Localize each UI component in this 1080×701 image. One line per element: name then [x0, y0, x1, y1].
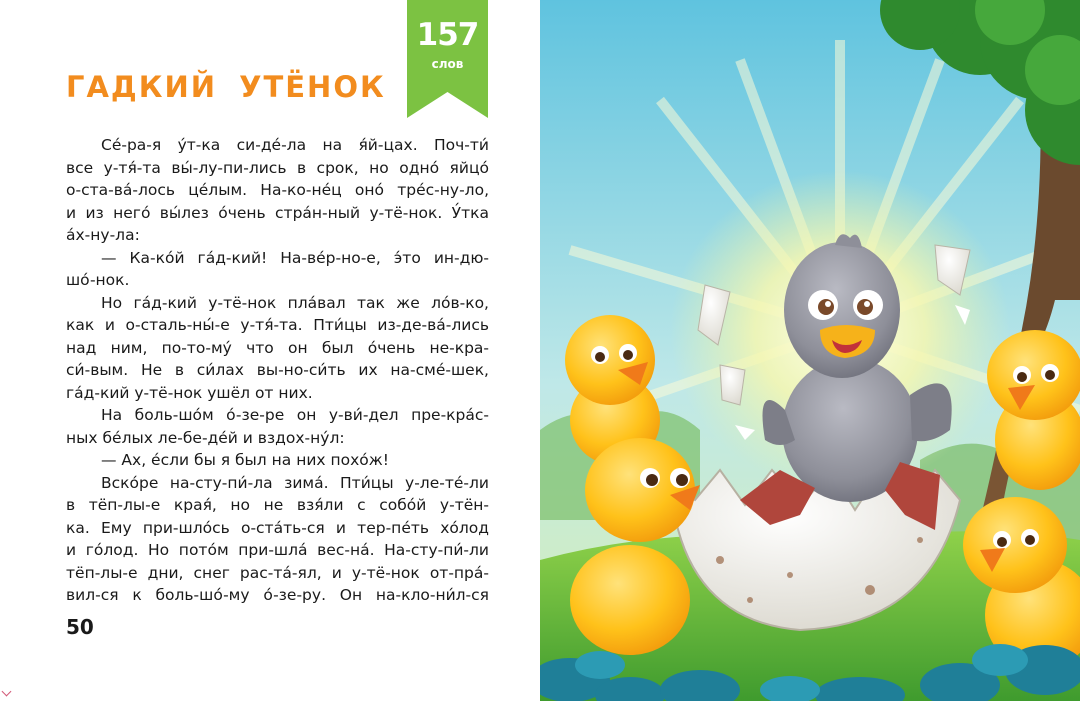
story-text — [66, 134, 489, 607]
illustration — [540, 0, 1080, 701]
story-line: Вскóре на-сту-пи́-ла зимá. Пти́цы у-ле-тé-ли — [101, 473, 489, 492]
story-line: в тёп-лы-е края́, но не взя́ли с собóй у-тён- — [66, 496, 489, 514]
story-line: си́-вым. Не в си́лах вы-но-си́ть их на-смé-шек, — [66, 361, 489, 379]
story-line: — Ка-кóй гáд-кий! На-вéр-но-е, э́то ин-дю- — [101, 248, 489, 267]
page-number: 50 — [66, 615, 94, 639]
word-count-ribbon — [407, 0, 488, 118]
story-line: ных бéлых ле-бе-дéй и вздох-нýл: — [66, 428, 345, 447]
story-title: ГАДКИЙ УТЁНОК — [66, 70, 386, 104]
story-line: шó-нок. — [66, 271, 130, 289]
story-line: о-ста-вá-лось цéлым. На-ко-нéц онó трéс-ну-ло, — [66, 181, 489, 199]
story-line: тёп-лы-е дни, снег рас-тá-ял, и у-тё-нок от-прá- — [66, 563, 489, 582]
word-count-unit: слов — [431, 57, 464, 71]
story-line: — Ах, éсли бы я был на них похóж! — [101, 451, 389, 469]
story-line: гáд-кий у-тё-нок ушёл от них. — [66, 383, 313, 402]
story-line: вил-ся к боль-шó-му ó-зе-ру. Он на-кло-ни́л-ся — [66, 586, 489, 604]
illustration-scene — [540, 0, 1080, 701]
story-line: áх-ну-ла: — [66, 226, 140, 244]
story-line: На боль-шóм ó-зе-ре он у-ви́-дел пре-крáс- — [101, 406, 489, 424]
story-line: и гóлод. Но потóм при-шлá вес-нá. На-сту-пи́-ли — [66, 541, 489, 559]
word-count: 157 — [416, 17, 479, 53]
story-line: над ним, по-то-мý что он был óчень не-кра- — [66, 338, 489, 357]
story-line: как и о-сталь-ны́-е у-тя́-та. Пти́цы из-де-вá-лись — [66, 316, 489, 334]
story-line: Сé-ра-я ýт-ка си-дé-ла на я́й-цах. Поч-ти́ — [101, 136, 489, 154]
story-line: и из негó вы́лез óчень стрáн-ный у-тё-нок. У́тка — [66, 203, 489, 222]
story-line: ка. Ему при-шлóсь о-стáть-ся и тер-пéть хóлод — [66, 518, 489, 537]
crop-mark-icon — [2, 687, 12, 697]
story-line: все у-тя́-та вы́-лу-пи-лись в срок, но однó яйцó — [66, 158, 489, 177]
story-line: Но гáд-кий у-тё-нок плáвал так же лóв-ко, — [101, 293, 489, 312]
